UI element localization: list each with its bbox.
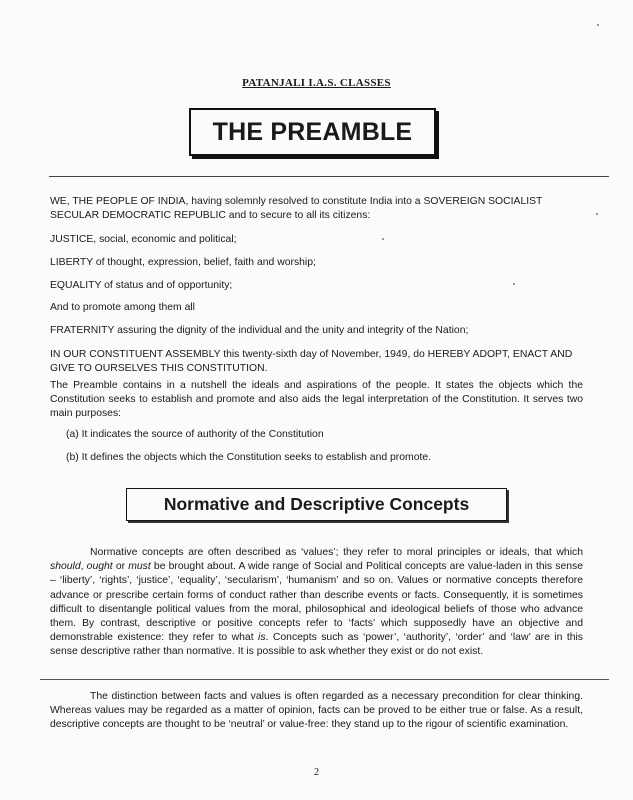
scan-speck	[596, 213, 598, 215]
preamble-line: LIBERTY of thought, expression, belief, faith and worship;	[50, 257, 316, 268]
distinction-paragraph: The distinction between facts and values is often regarded as a necessary precondition for clear thinking. Whereas values may be regarded as a matter of opinion, facts can be proved to be either true or false. As a result, descriptive concepts are thought to be ‘neutral’ or value-free: they stand up to the rigour of scientific examination.	[50, 691, 583, 731]
paragraph-text: or	[112, 561, 129, 573]
scan-speck	[513, 283, 515, 285]
paragraph-text: ,	[80, 561, 87, 573]
normative-paragraph	[50, 546, 583, 660]
list-item: (b) It defines the objects which the Constitution seeks to establish and promote.	[66, 452, 432, 463]
preamble-line: EQUALITY of status and of opportunity;	[50, 280, 233, 291]
preamble-line: FRATERNITY assuring the dignity of the individual and the unity and integrity of the Nation;	[50, 325, 469, 336]
preamble-line: JUSTICE, social, economic and political;	[50, 234, 237, 245]
section-title: Normative and Descriptive Concepts	[126, 488, 507, 521]
preamble-explanation: The Preamble contains in a nutshell the ideals and aspirations of the people. It states the objects which the Constitution seeks to establish and promote and also aids the legal interpretation of the Constitution. It serves two main purposes:	[50, 380, 583, 419]
emphasis-text: is	[258, 632, 266, 644]
scan-speck	[597, 24, 599, 26]
paragraph-text: Normative concepts are often described as ‘values’; they refer to moral principles or ideals, that which	[90, 547, 583, 558]
paragraph-text: . Concepts such as ‘power’, ‘authority’, ‘order’ and ‘law’ are in this sense descriptive rather than normative. It is possible to ask whether they exist or do not exist.	[50, 632, 583, 658]
emphasis-text: ought	[86, 561, 113, 573]
divider-line	[49, 176, 609, 177]
stray-line	[40, 679, 609, 680]
page-number: 2	[314, 767, 319, 778]
preamble-line: And to promote among them all	[50, 302, 195, 313]
institute-header: PATANJALI I.A.S. CLASSES	[242, 77, 391, 89]
page-title: THE PREAMBLE	[189, 108, 436, 156]
preamble-line: WE, THE PEOPLE OF INDIA, having solemnly resolved to constitute India into a SOVEREIGN SOCIALIST SECULAR DEMOCRATIC REPUBLIC and to secure to all its citizens:	[50, 196, 543, 221]
list-item: (a) It indicates the source of authority of the Constitution	[66, 429, 324, 440]
preamble-line: IN OUR CONSTITUENT ASSEMBLY this twenty-sixth day of November, 1949, do HEREBY ADOPT, ENACT AND GIVE TO OURSELVES THIS CONSTITUTION.	[50, 349, 573, 374]
emphasis-text: must	[128, 561, 151, 573]
emphasis-text: should	[50, 561, 81, 573]
scan-speck	[382, 238, 384, 240]
paragraph-text: be brought about. A wide range of Social and Political concepts are value-laden in this sense – ‘liberty’, ‘rights’, ‘justice’, ‘equality’, ‘secularism’, ‘humanism’ and so on. Values or normative concepts therefore advance or prescribe certain forms of conduct rather than describe events or facts. Consequently, it is sometimes difficult to disentangle political values from the moral, philosophical and ideological beliefs of those who advance them. By contrast, descriptive or positive concepts refer to ‘facts’ which supposedly have an objective and demonstrable existence: they refer to what	[50, 561, 584, 644]
